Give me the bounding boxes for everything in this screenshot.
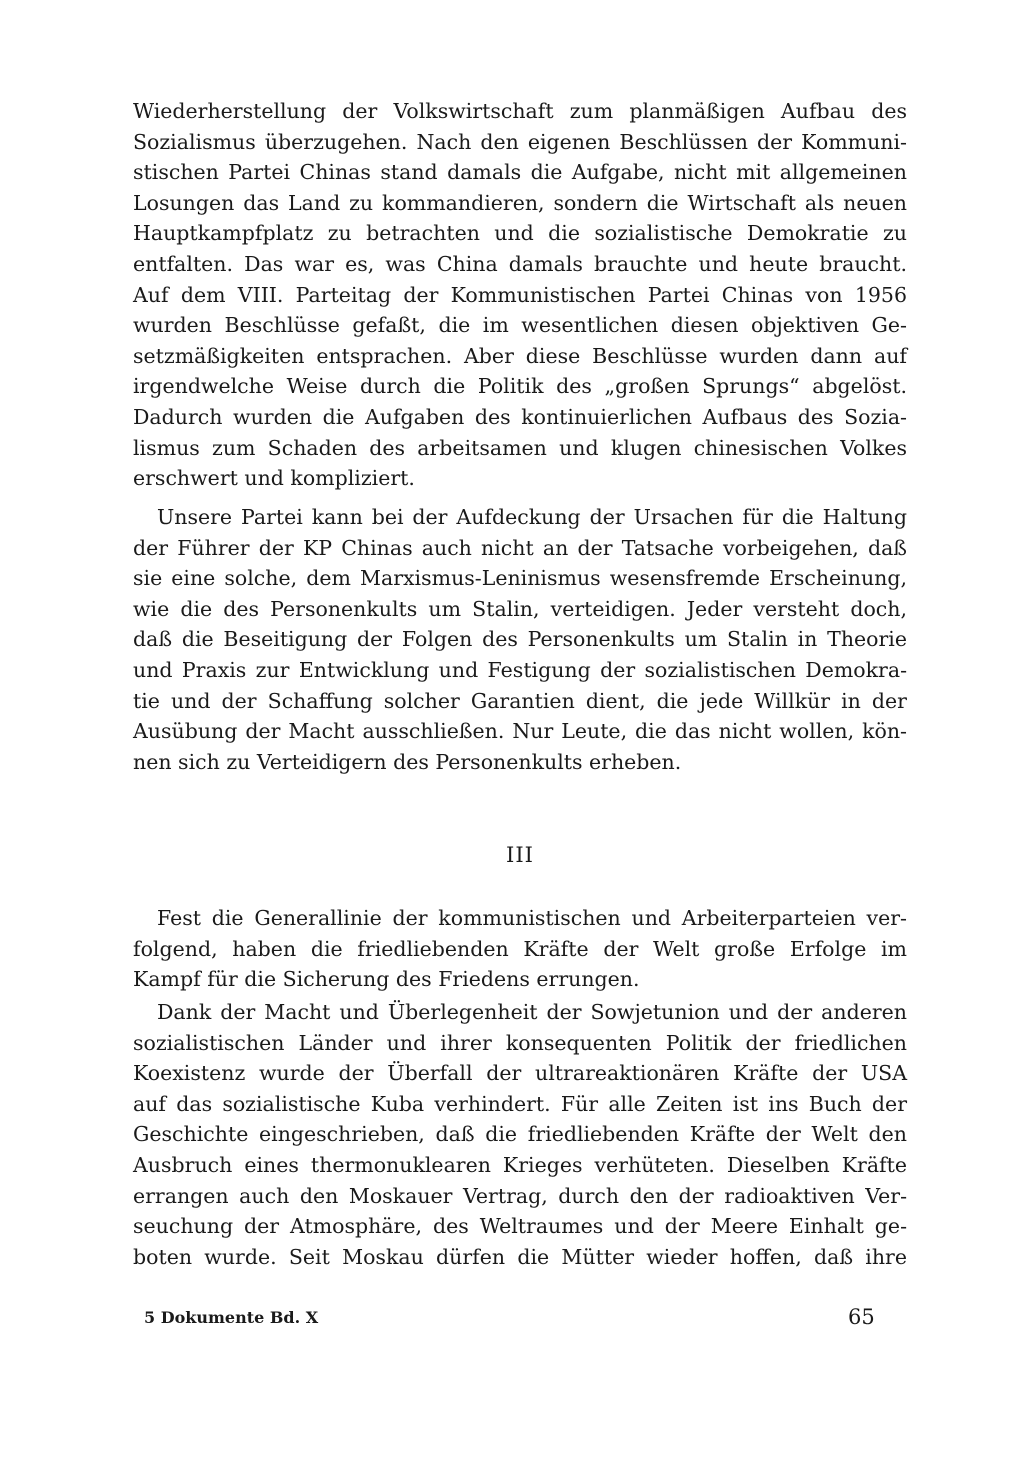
paragraph-2 — [133, 502, 907, 777]
text-line: Fest die Generallinie der kommunistischen und Arbeiterparteien ver- — [157, 906, 907, 930]
text-line: sie eine solche, dem Marxismus-Leninismus wesensfremde Erscheinung, — [133, 566, 907, 591]
text-line: seuchung der Atmosphäre, des Weltraumes und der Meere Einhalt ge- — [133, 1214, 907, 1239]
text-line: Wiederherstellung der Volkswirtschaft zum planmäßigen Aufbau des — [133, 99, 907, 123]
text-line: lismus zum Schaden des arbeitsamen und klugen chinesischen Volkes — [133, 435, 907, 460]
text-line: errangen auch den Moskauer Vertrag, durch den der radioaktiven Ver- — [133, 1183, 907, 1208]
page-number: 65 — [848, 1305, 875, 1329]
text-line: folgend, haben die friedliebenden Kräfte der Welt große Erfolge im — [133, 936, 907, 961]
text-line: sozialistischen Länder und ihrer konsequenten Politik der friedlichen — [133, 1030, 907, 1055]
text-line: Ausübung der Macht ausschließen. Nur Leute, die das nicht wollen, kön- — [133, 719, 907, 744]
text-line: irgendwelche Weise durch die Politik des „großen Sprungs“ abgelöst. — [133, 374, 907, 399]
text-line: entfalten. Das war es, was China damals brauchte und heute braucht. — [133, 251, 907, 276]
text-line: der Führer der KP Chinas auch nicht an der Tatsache vorbeigehen, daß — [133, 535, 907, 560]
text-line: erschwert und kompliziert. — [133, 466, 415, 491]
text-line: daß die Beseitigung der Folgen des Personenkults um Stalin in Theorie — [133, 627, 907, 652]
text-line: wurden Beschlüsse gefaßt, die im wesentlichen diesen objektiven Ge- — [133, 313, 907, 338]
text-line: Geschichte eingeschrieben, daß die friedliebenden Kräfte der Welt den — [133, 1122, 907, 1147]
section-paragraph-1 — [133, 903, 907, 995]
text-line: tie und der Schaffung solcher Garantien dient, die jede Willkür in der — [133, 688, 907, 713]
text-line: wie die des Personenkults um Stalin, verteidigen. Jeder versteht doch, — [133, 596, 907, 621]
text-line: nen sich zu Verteidigern des Personenkults erheben. — [133, 749, 682, 774]
text-line: und Praxis zur Entwicklung und Festigung der sozialistischen Demokra- — [133, 657, 907, 682]
text-line: Koexistenz wurde der Überfall der ultrareaktionären Kräfte der USA — [133, 1061, 907, 1086]
text-line: Losungen das Land zu kommandieren, sondern die Wirtschaft als neuen — [133, 190, 907, 215]
text-line: Ausbruch eines thermonuklearen Krieges verhüteten. Dieselben Kräfte — [133, 1152, 907, 1177]
text-line: Hauptkampfplatz zu betrachten und die sozialistische Demokratie zu — [133, 221, 907, 246]
text-line: Auf dem VIII. Parteitag der Kommunistischen Partei Chinas von 1956 — [133, 282, 907, 307]
text-line: Dadurch wurden die Aufgaben des kontinuierlichen Aufbaus des Sozia- — [133, 404, 907, 429]
text-line: Unsere Partei kann bei der Aufdeckung der Ursachen für die Haltung — [157, 505, 907, 529]
text-line: stischen Partei Chinas stand damals die Aufgabe, nicht mit allgemeinen — [133, 160, 907, 185]
text-line: auf das sozialistische Kuba verhindert. Für alle Zeiten ist ins Buch der — [133, 1091, 907, 1116]
text-line: Sozialismus überzugehen. Nach den eigenen Beschlüssen der Kommuni- — [133, 129, 907, 154]
text-line: boten wurde. Seit Moskau dürfen die Mütter wieder hoffen, daß ihre — [133, 1244, 907, 1269]
text-line: Kampf für die Sicherung des Friedens errungen. — [133, 967, 640, 992]
section-paragraph-2 — [133, 997, 907, 1272]
section-heading: III — [506, 843, 534, 867]
text-line: Dank der Macht und Überlegenheit der Sowjetunion und der anderen — [157, 1000, 907, 1024]
paragraph-1 — [133, 96, 907, 494]
text-line: setzmäßigkeiten entsprachen. Aber diese Beschlüsse wurden dann auf — [133, 343, 907, 368]
footer-signature: 5 Dokumente Bd. X — [144, 1308, 319, 1327]
